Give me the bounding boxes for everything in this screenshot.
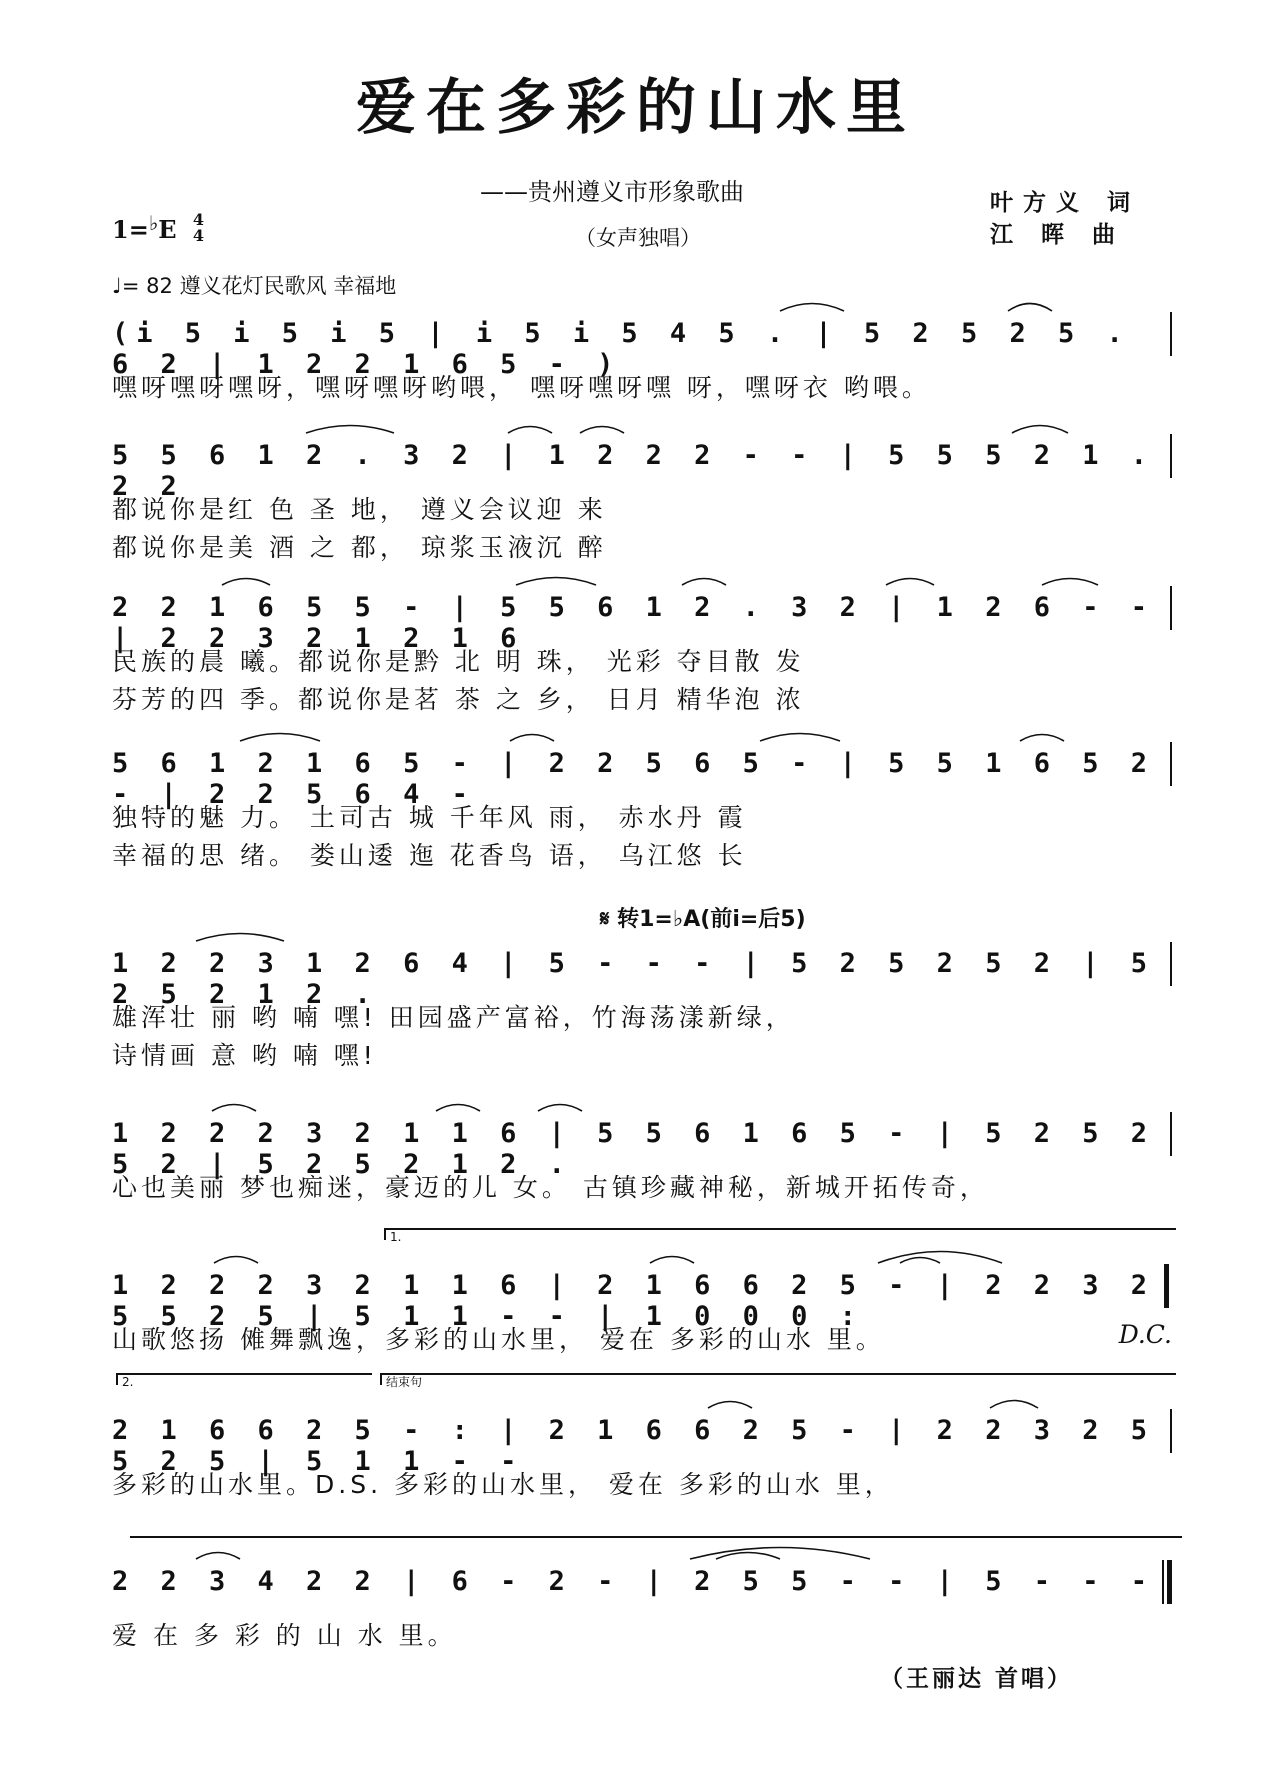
lyric-verse-1: 山歌悠扬 傩舞飘逸，多彩的山水里， 爱在 多彩的山水 里。 — [112, 1325, 885, 1354]
notation-row: 2 2 3 4 2 2 | 6 - 2 - | 2 5 5 - - | 5 - - - — [112, 1566, 1155, 1597]
lyric-verse-1: 独特的魅 力。 土司古 城 千年风 雨， 赤水丹 霞 — [112, 803, 747, 832]
notation-row: (i 5 i 5 i 5 | i 5 i 5 4 5 . | 5 2 5 2 5 . 6 2 | 1 2 2 1 6 5 - ) — [112, 318, 1131, 380]
slur-arc — [222, 579, 270, 586]
slur-arc — [690, 1548, 870, 1560]
slur-arc — [716, 1553, 780, 1560]
slur-arc — [990, 1401, 1038, 1409]
slur-arc — [708, 1402, 752, 1409]
slur-arc — [436, 1105, 480, 1112]
lyric-verse-1: 都说你是红 色 圣 地， 遵义会议迎 来 — [112, 495, 607, 524]
notation-row: 1 2 2 3 1 2 6 4 | 5 - - - | 5 2 5 2 5 2 | 5 2 5 2 1 2 . — [112, 948, 1155, 1010]
slur-arc — [212, 1105, 256, 1112]
slur-arc — [900, 1258, 940, 1264]
slur-arc — [760, 734, 840, 742]
lyric-verse-2: 芬芳的四 季。都说你是茗 茶 之 乡， 日月 精华泡 浓 — [112, 685, 805, 714]
notation-row: 1 2 2 2 3 2 1 1 6 | 5 5 6 1 6 5 - | 5 2 5 2 5 2 | 5 2 5 2 1 2 . — [112, 1118, 1155, 1180]
slur-arc — [1008, 304, 1052, 312]
tempo-marking: ♩= 82 遵义花灯民歌风 幸福地 — [112, 274, 397, 298]
lyric-verse-1: 爱 在 多 彩 的 山 水 里。 — [112, 1621, 457, 1650]
time-top: 4 — [192, 209, 205, 229]
lyric-verse-2: 幸福的思 绪。 娄山逶 迤 花香鸟 语， 乌江悠 长 — [112, 841, 747, 870]
notation-row: 1 2 2 2 3 2 1 1 6 | 2 1 6 6 2 5 - | 2 2 3 2 5 5 2 5 | 5 1 1 - - | 1 0 0 0 : — [112, 1270, 1155, 1332]
lyric-verse-1: 雄浑壮 丽 哟 喃 嘿! 田园盛产富裕，竹海荡漾新绿， — [112, 1003, 795, 1032]
slur-arc — [516, 578, 596, 586]
notation-row: 2 2 1 6 5 5 - | 5 5 6 1 2 . 3 2 | 1 2 6 - - | 2 2 3 2 1 2 1 6 — [112, 592, 1155, 654]
key-prefix: 1= — [112, 215, 149, 244]
lyric-verse-1: 嘿呀嘿呀嘿呀，嘿呀嘿呀哟喂， 嘿呀嘿呀嘿 呀，嘿呀衣 哟喂。 — [112, 373, 931, 402]
flat-symbol: ♭ — [148, 211, 159, 235]
slur-arc — [780, 304, 844, 312]
notation-row: 5 5 6 1 2 . 3 2 | 1 2 2 2 - - | 5 5 5 2 1 . 2 2 — [112, 440, 1155, 502]
modulation-marking: 𝄋 转1=♭A(前i=后5) — [600, 907, 806, 932]
slur-arc — [1020, 735, 1064, 742]
slur-arc — [650, 1257, 694, 1264]
notation-row: 2 1 6 6 2 5 - : | 2 1 6 6 2 5 - | 2 2 3 2 5 5 2 5 | 5 1 1 - - — [112, 1415, 1155, 1477]
notation-row: 5 6 1 2 1 6 5 - | 2 2 5 6 5 - | 5 5 1 6 5 2 - | 2 2 5 6 4 - — [112, 748, 1155, 810]
slur-arc — [240, 734, 320, 742]
slur-arc — [878, 1252, 1002, 1264]
slur-arc — [886, 579, 934, 586]
slur-arc — [580, 427, 624, 434]
slur-arc — [196, 1553, 240, 1560]
lyric-verse-2: 诗情画 意 哟 喃 嘿! — [112, 1041, 377, 1070]
premiere-singer: （王丽达 首唱） — [880, 1666, 1074, 1692]
slur-arc — [508, 427, 552, 434]
lyricist-credit: 叶方义 词 — [990, 190, 1141, 216]
slur-arc — [1042, 579, 1098, 586]
slur-arc — [538, 1105, 582, 1112]
slur-arc — [682, 579, 726, 586]
first-ending-bracket: 1. — [384, 1228, 1176, 1240]
slur-arc — [306, 426, 394, 434]
time-bottom: 4 — [192, 225, 205, 245]
slur-arc — [1012, 426, 1068, 434]
slur-arc — [196, 934, 284, 942]
song-title: 爱在多彩的山水里 — [356, 73, 916, 143]
song-subtitle: ——贵州遵义市形象歌曲 — [480, 178, 744, 206]
slur-arc — [214, 1257, 258, 1264]
second-ending-bracket: 2. — [116, 1373, 372, 1385]
lyric-verse-2: 都说你是美 酒 之 都， 琼浆玉液沉 醉 — [112, 533, 607, 562]
lyric-verse-1: 多彩的山水里。D.S. 多彩的山水里， 爱在 多彩的山水 里， — [112, 1470, 894, 1499]
coda-bracket: 结束句 — [380, 1373, 1176, 1385]
lyric-verse-1: 民族的晨 曦。都说你是黔 北 明 珠， 光彩 夺目散 发 — [112, 647, 805, 676]
da-capo-marking: D.C. — [1118, 1320, 1172, 1349]
performance-type: （女声独唱） — [575, 226, 701, 250]
composer-credit: 江 晖 曲 — [990, 222, 1126, 248]
slur-arc — [510, 735, 554, 742]
lyric-verse-1: 心也美丽 梦也痴迷，豪迈的儿 女。 古镇珍藏神秘，新城开拓传奇， — [112, 1173, 989, 1202]
key-letter: E — [158, 215, 177, 244]
